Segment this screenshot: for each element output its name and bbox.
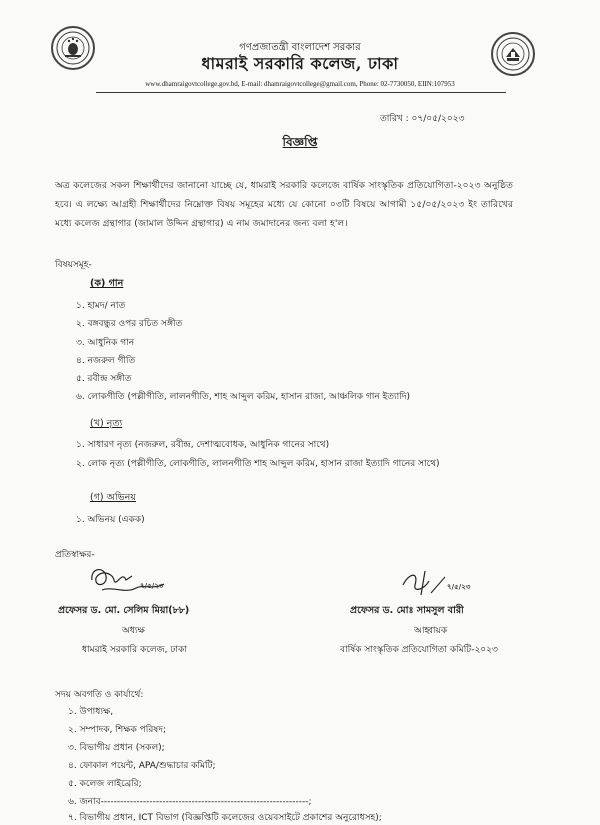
header-divider [96,92,506,93]
list-item: ৩. বিভাগীয় প্রধান (সকল); [68,743,165,753]
countersign-label: প্রতিস্বাক্ষর- [55,550,95,560]
left-signatory-name: প্রফেসর ড. মো. সেলিম মিয়া(৮৮) [58,605,190,616]
notice-title [0,134,600,154]
list-item: ৫. কলেজ লাইব্রেরি; [68,779,142,789]
list-item: ৫. রবীন্দ্র সঙ্গীত [76,374,132,384]
section-heading-acting: (গ) অভিনয় [90,492,136,503]
list-item: ২. লোক নৃত্য (পল্লীগীতি, লোকগীতি, লালনগীতি শাহ আব্দুল করিম, হাসান রাজা ইত্যাদি গানের সাথে) [76,459,440,469]
notice-title-text: বিজ্ঞপ্তি [282,135,318,149]
college-name: ধামরাই সরকারি কলেজ, ঢাকা [201,54,399,73]
list-item: ১. উপাধ্যক্ষ, [68,707,114,717]
right-signature [395,563,505,603]
notice-body: অত্র কলেজের সকল শিক্ষার্থীদের জানানো যাচ্ছে যে, ধামরাই সরকারি কলেজে বার্ষিক সাংস্কৃতিক প্রতিযোগিতা-২০২৩ অনুষ্ঠিত হবে। এ লক্ষ্যে আগ্রহী শিক্ষার্থীদের নিম্নোক্ত বিষয় সমূহের মধ্যে যে কোনো ০৩টি বিষয়ে আগামী ১৫/০৫/২০২৩ ইং তারিখের মধ্যে কলেজ গ্রন্থাগার (জামাল উদ্দিন গ্রন্থাগার) এ নাম জমাদানের জন্য বলা হ'ল। [55,180,513,229]
list-item: ১. সাধারণ নৃত্য (নজরুল, রবীন্দ্র, দেশাত্মবোধক, আধুনিক গানের সাথে) [76,440,330,450]
list-item: ৪. ফোকাল পয়েন্ট, APA/শুদ্ধাচার কমিটি; [68,761,216,771]
list-item: ৬. লোকগীতি (পল্লীগীতি, লালনগীতি, শাহ আব্দুল করিম, হাসান রাজা, আঞ্চলিক গান ইত্যাদি) [76,392,411,402]
list-item: ২. বঙ্গবন্ধুর ওপর রচিত সঙ্গীত [76,319,183,329]
left-signatory-title: অধ্যক্ষ [122,626,145,636]
subjects-label: বিষয়সমূহ- [55,260,92,270]
section-heading-dance: (খ) নৃত্য [90,418,123,429]
list-item: ৩. আধুনিক গান [76,338,135,348]
list-item: ৭. বিভাগীয় প্রধান, ICT বিভাগ (বিজ্ঞপ্তিটি কলেজের ওয়েবসাইটে প্রকাশের অনুরোধসহ); [68,813,382,823]
right-signatory-title: আহ্বায়ক [414,626,448,636]
list-item: ১. হামদ/ নাত [76,301,126,311]
left-signature-date: ৭/৫/২৩ [140,582,164,590]
list-item: ৪. নজরুল গীতি [76,356,136,366]
list-item: ২. সম্পাদক, শিক্ষক পরিষদ; [68,725,167,735]
list-item: ৬. জনাব----------------------------------------------------------------; [68,797,312,807]
contact-line: www.dhamraigovtcollege.gov.bd, E-mail: dhamraigovtcollege@gmail.com, Phone: 02-7730050, EIIN:107953 [145,80,455,88]
section-heading-song: (ক) গান [90,278,124,289]
left-signature [82,560,192,602]
left-signatory-org: ধামরাই সরকারি কলেজ, ঢাকা [82,645,187,655]
right-signature-date: ৭/৫/২৩ [447,583,471,591]
right-signatory-name: প্রফেসর ড. মোঃ সামসুল বারী [350,605,464,616]
govt-line: গণপ্রজাতন্ত্রী বাংলাদেশ সরকার [239,42,361,53]
distribution-label: সদয় অবগতি ও কার্যার্থে: [55,690,144,700]
list-item: ১. অভিনয় (একক) [76,515,145,525]
notice-date: তারিখ : ০৭/০৫/২০২৩ [380,114,465,124]
right-signatory-org: বার্ষিক সাংস্কৃতিক প্রতিযোগিতা কমিটি-২০২৩ [340,645,498,655]
